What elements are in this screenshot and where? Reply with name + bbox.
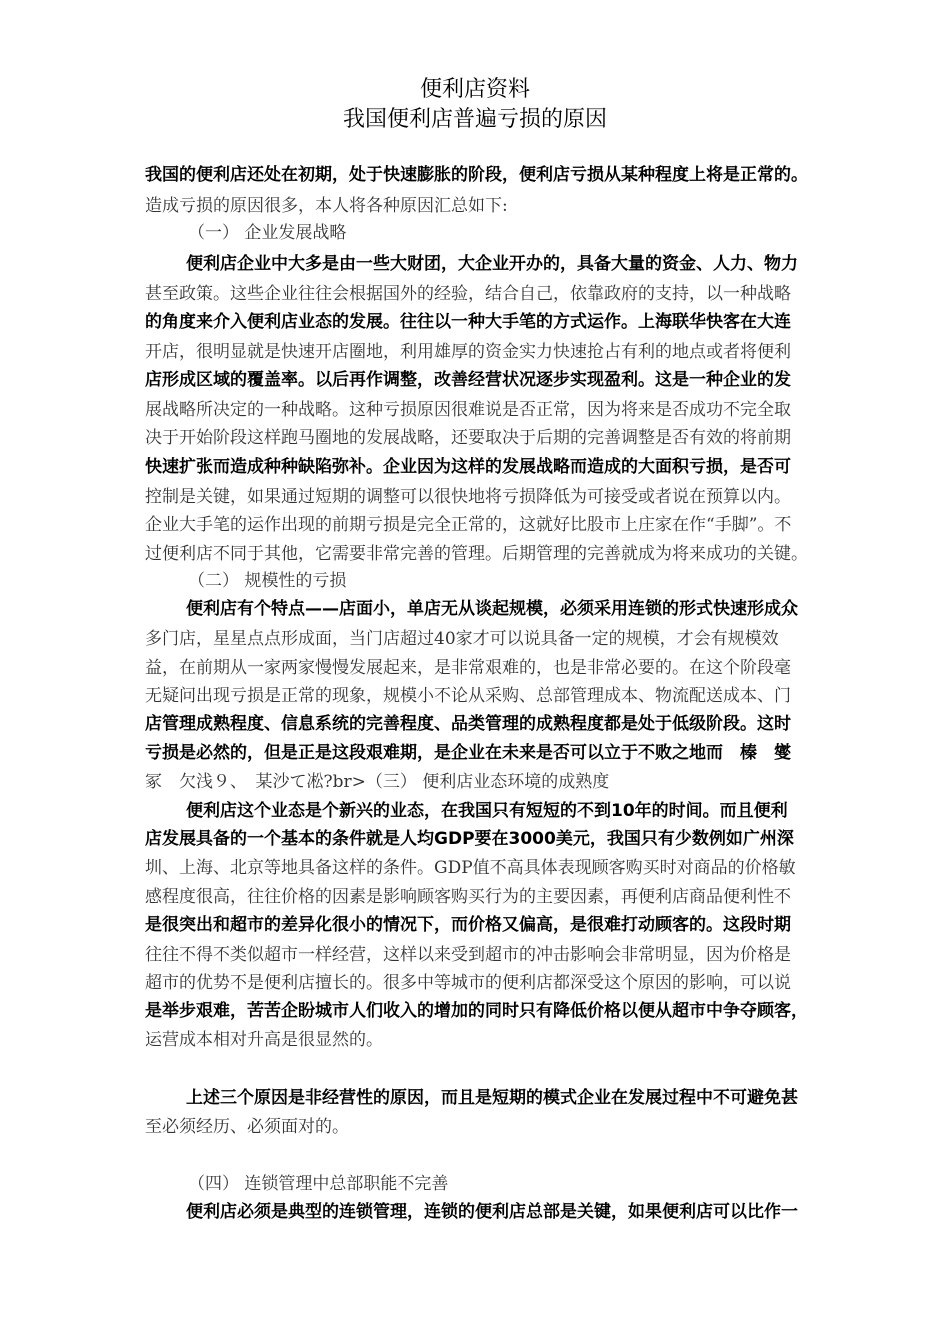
body-line: 便利店有个特点——店面小，单店无从谈起规模，必须采用连锁的形式快速形成众 — [186, 599, 798, 619]
body-line: 开店，很明显就是快速开店圈地，利用雄厚的资金实力快速抢占有利的地点或者将便利 — [145, 342, 791, 362]
body-line: 多门店，星星点点形成面，当门店超过40家才可以说具备一定的规模，才会有规模效 — [145, 629, 779, 649]
body-line: 甚至政策。这些企业往往会根据国外的经验，结合自己，依靠政府的支持，以一种战略 — [145, 284, 791, 304]
body-line: 的角度来介入便利店业态的发展。往往以一种大手笔的方式运作。上海联华快客在大连 — [145, 312, 791, 332]
body-line: 超市的优势不是便利店擅长的。很多中等城市的便利店都深受这个原因的影响，可以说 — [145, 973, 791, 993]
section-heading: （四） 连锁管理中总部职能不完善 — [188, 1174, 449, 1194]
body-line: 控制是关键，如果通过短期的调整可以很快地将亏损降低为可接受或者说在预算以内。 — [145, 487, 791, 507]
body-line: 企业大手笔的运作出现的前期亏损是完全正常的，这就好比股市上庄家在作“手脚”。不 — [145, 515, 792, 535]
body-line: 便利店这个业态是个新兴的业态，在我国只有短短的不到10年的时间。而且便利 — [186, 801, 788, 821]
body-line: 往往不得不类似超市一样经营，这样以来受到超市的冲击影响会非常明显，因为价格是 — [145, 945, 791, 965]
document-title: 便利店资料 — [419, 77, 530, 102]
body-line: 快速扩张而造成种种缺陷弥补。企业因为这样的发展战略而造成的大面积亏损，是否可 — [145, 457, 791, 477]
body-line: 店管理成熟程度、信息系统的完善程度、品类管理的成熟程度都是处于低级阶段。这时 — [145, 714, 791, 734]
section-heading: （一） 企业发展战略 — [188, 223, 347, 243]
body-line: 益，在前期从一家两家慢慢发展起来，是非常艰难的，也是非常必要的。在这个阶段毫 — [145, 658, 791, 678]
body-line: 决于开始阶段这样跑马圈地的发展战略，还要取决于后期的完善调整是否有效的将前期 — [145, 428, 791, 448]
body-line: 造成亏损的原因很多，本人将各种原因汇总如下: — [145, 196, 508, 216]
document-subtitle: 我国便利店普遍亏损的原因 — [342, 107, 607, 132]
body-line: 是很突出和超市的差异化很小的情况下，而价格又偏高，是很难打动顾客的。这段时期 — [145, 915, 791, 935]
body-line: 上述三个原因是非经营性的原因，而且是短期的模式企业在发展过程中不可避免甚 — [186, 1088, 798, 1108]
body-line: 我国的便利店还处在初期，处于快速膨胀的阶段，便利店亏损从某种程度上将是正常的。 — [145, 165, 808, 185]
body-line: 运营成本相对升高是很显然的。 — [145, 1030, 383, 1050]
body-line: 展战略所决定的一种战略。这种亏损原因很难说是否正常，因为将来是否成功不完全取 — [145, 400, 791, 420]
body-line: 亏损是必然的，但是正是这段艰难期，是企业在未来是否可以立于不败之地而 榛 燮 — [145, 743, 791, 763]
body-line: 店发展具备的一个基本的条件就是人均GDP要在3000美元，我国只有少数例如广州深 — [145, 829, 794, 849]
body-line: 感程度很高，往往价格的因素是影响顾客购买行为的主要因素，再便利店商品便利性不 — [145, 887, 791, 907]
body-line: 冢 欠浅９、 某沙て凇?br>（三） 便利店业态环境的成熟度 — [145, 772, 610, 792]
body-line: 便利店必须是典型的连锁管理，连锁的便利店总部是关键，如果便利店可以比作一 — [186, 1202, 798, 1222]
section-heading: （二） 规模性的亏损 — [188, 571, 347, 591]
body-line: 店形成区域的覆盖率。以后再作调整，改善经营状况逐步实现盈利。这是一种企业的发 — [145, 370, 791, 390]
body-line: 过便利店不同于其他，它需要非常完善的管理。后期管理的完善就成为将来成功的关键。 — [145, 544, 808, 564]
body-line: 是举步艰难，苦苦企盼城市人们收入的增加的同时只有降低价格以便从超市中争夺顾客， — [145, 1001, 808, 1021]
body-line: 圳、上海、北京等地具备这样的条件。GDP值不高具体表现顾客购买时对商品的价格敏 — [145, 858, 796, 878]
body-line: 无疑问出现亏损是正常的现象，规模小不论从采购、总部管理成本、物流配送成本、门 — [145, 686, 791, 706]
body-line: 便利店企业中大多是由一些大财团，大企业开办的，具备大量的资金、人力、物力 — [186, 254, 798, 274]
body-line: 至必须经历、必须面对的。 — [145, 1117, 349, 1137]
